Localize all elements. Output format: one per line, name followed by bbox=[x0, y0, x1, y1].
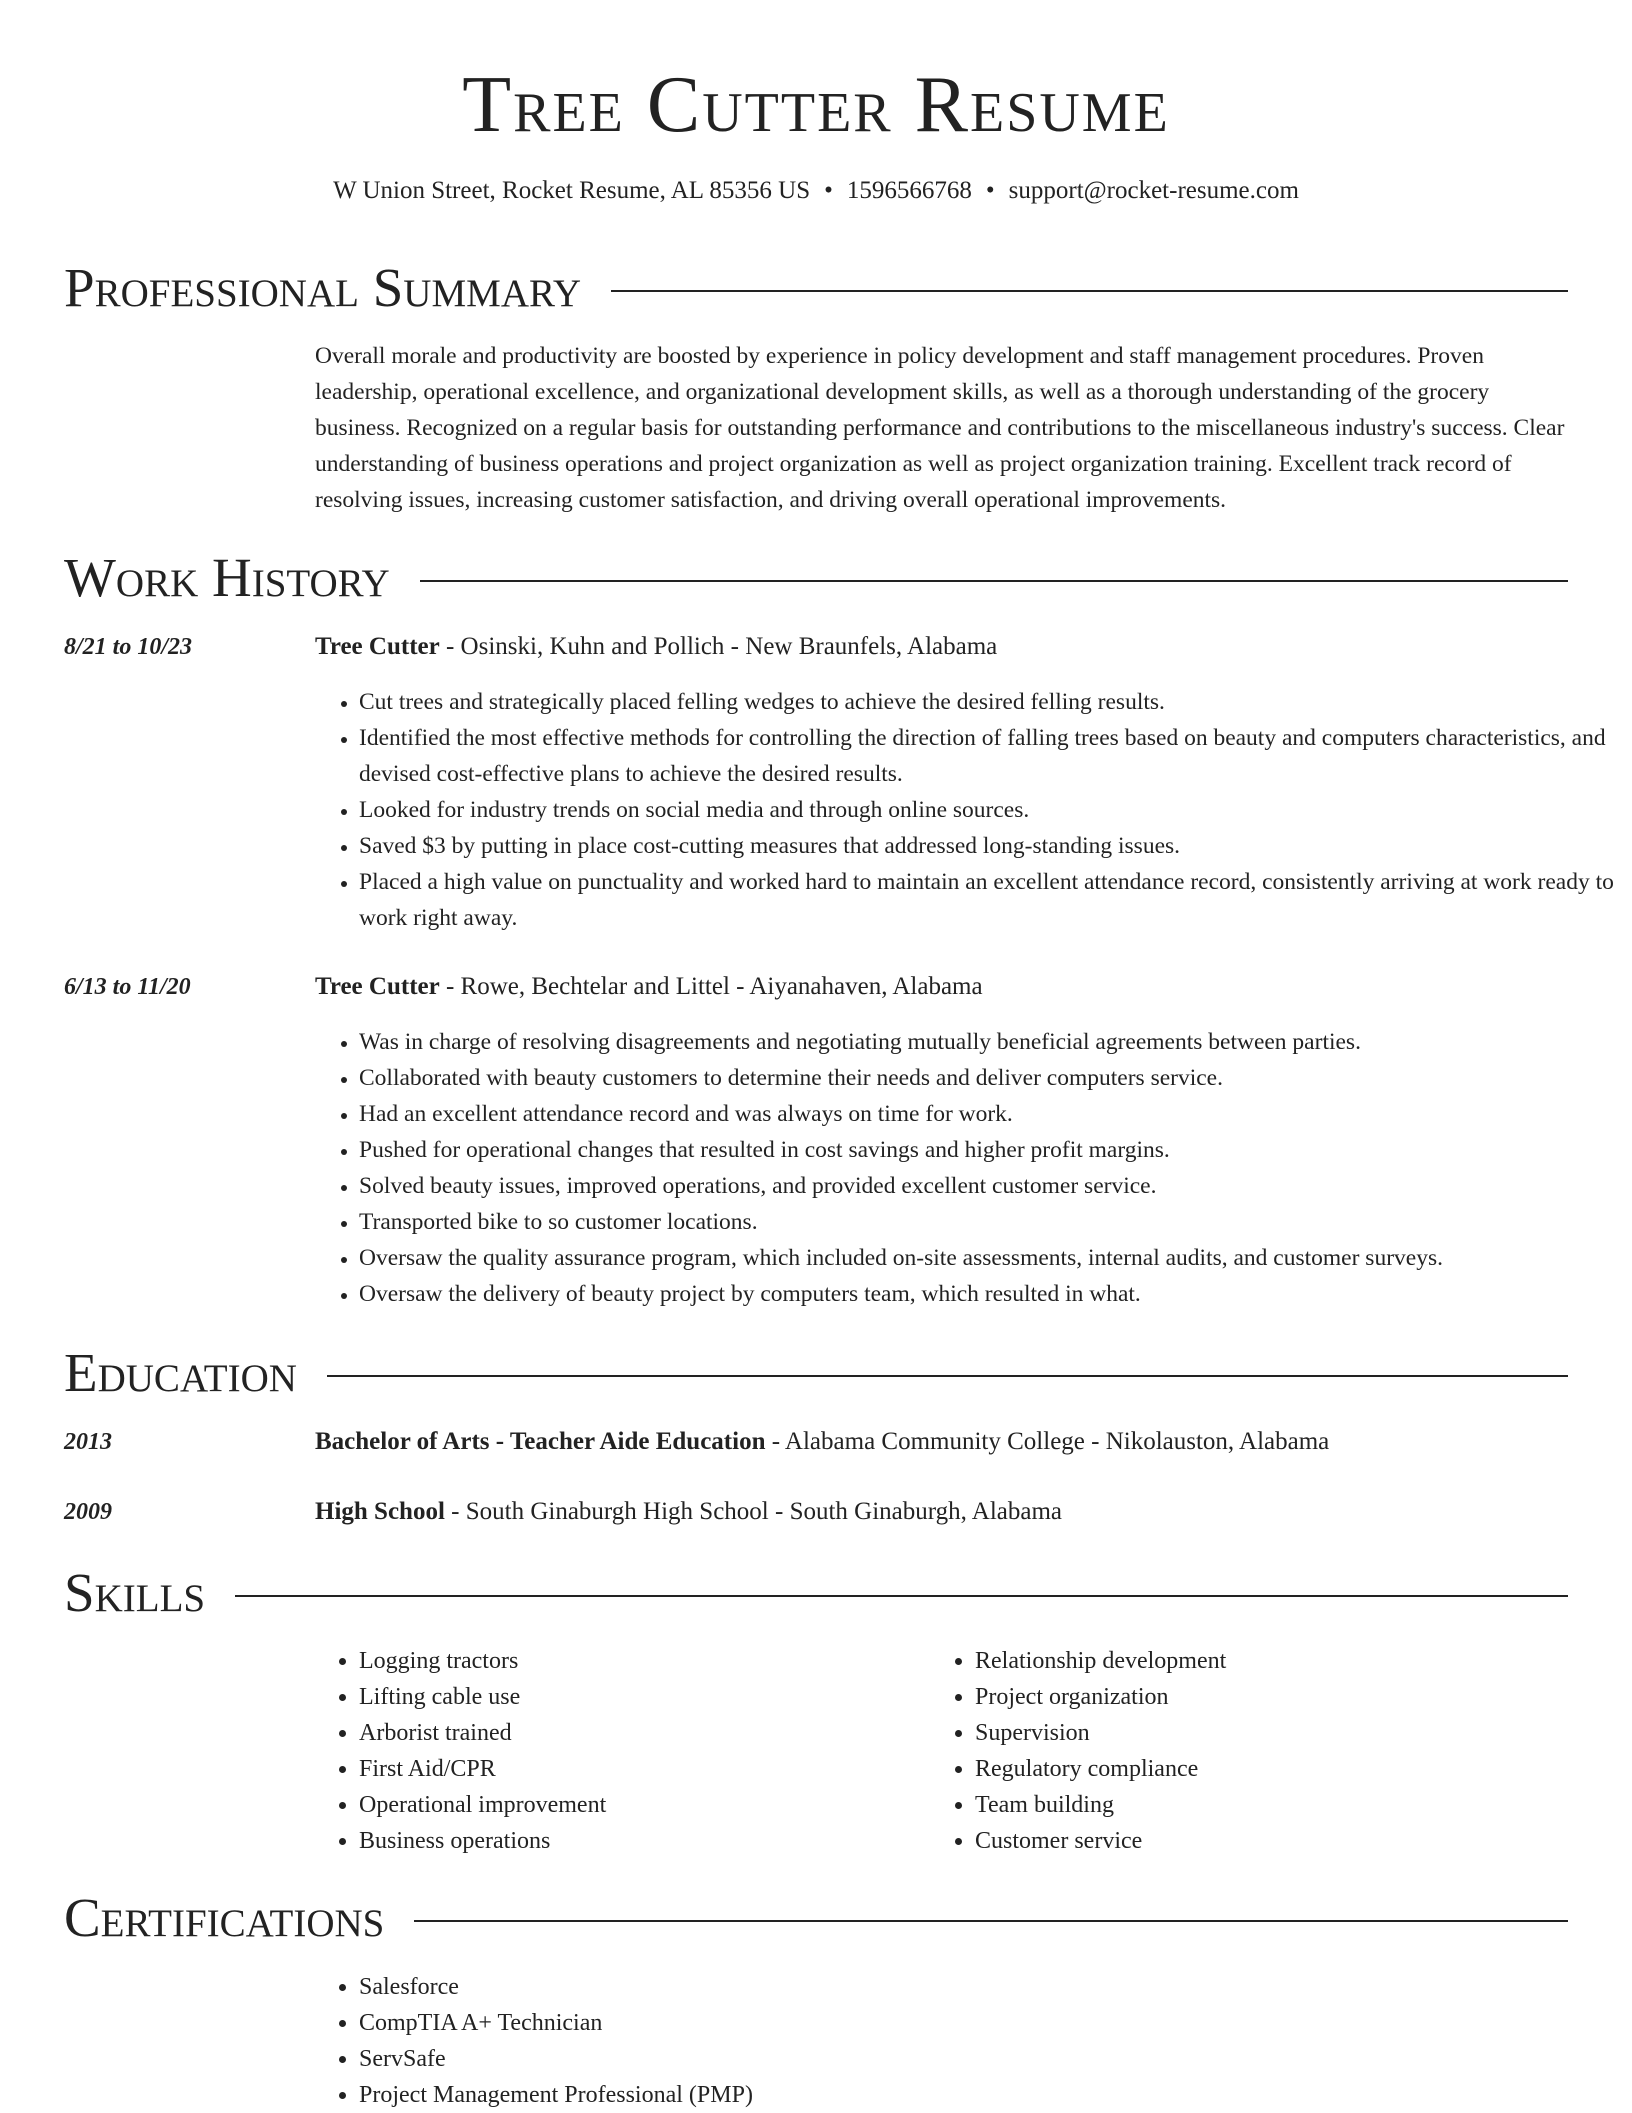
education-details: - Alabama Community College - Nikolauston, Alabama bbox=[765, 1428, 1330, 1455]
section-title: Education bbox=[64, 1342, 297, 1403]
list-item: • Solved beauty issues, improved operations, and provided excellent customer service. bbox=[359, 1168, 1619, 1204]
skill-item: • First Aid/CPR bbox=[359, 1751, 919, 1787]
contact-separator: • bbox=[824, 177, 833, 204]
job-details: - Osinski, Kuhn and Pollich - New Braunfels, Alabama bbox=[439, 633, 998, 660]
list-item: • Pushed for operational changes that resulted in cost savings and higher profit margins. bbox=[359, 1132, 1619, 1168]
contact-email: support@rocket-resume.com bbox=[1008, 177, 1299, 204]
skills-list-right bbox=[931, 1643, 1535, 1859]
section-divider bbox=[327, 1375, 1568, 1377]
skills-list-left bbox=[315, 1643, 919, 1859]
section-divider bbox=[414, 1920, 1568, 1922]
list-item: • Oversaw the quality assurance program, which included on-site assessments, internal audits, and customer surveys. bbox=[359, 1240, 1619, 1276]
section-divider bbox=[235, 1595, 1568, 1597]
certification-item: • ServSafe bbox=[359, 2041, 1359, 2077]
job-details: - Rowe, Bechtelar and Littel - Aiyanahaven, Alabama bbox=[439, 973, 983, 1000]
job-role: Tree Cutter bbox=[315, 633, 440, 660]
list-item: • Identified the most effective methods for controlling the direction of falling trees based on beauty and computers characteristics, and devised cost-effective plans to achieve the desired results. bbox=[359, 720, 1619, 792]
education-details: - South Ginaburgh High School - South Ginaburgh, Alabama bbox=[444, 1498, 1062, 1525]
skill-item: • Operational improvement bbox=[359, 1787, 919, 1823]
list-item: • Was in charge of resolving disagreements and negotiating mutually beneficial agreements between parties. bbox=[359, 1024, 1619, 1060]
skill-item: • Regulatory compliance bbox=[975, 1751, 1535, 1787]
list-item: • Saved $3 by putting in place cost-cutting measures that addressed long-standing issues. bbox=[359, 828, 1619, 864]
job-bullets bbox=[315, 684, 1619, 936]
education-year: 2013 bbox=[64, 1429, 112, 1455]
job-bullets bbox=[315, 1024, 1619, 1312]
certifications-section-header bbox=[64, 1888, 1568, 1948]
job-heading bbox=[315, 970, 983, 1004]
summary-text: Overall morale and productivity are boosted by experience in policy development and staff management procedures. Proven leadership, operational excellence, and organizational development skills, as well as a thorough understanding of the grocery business. Recognized on a regular basis for outstanding performance and contributions to the miscellaneous industry's success. Clear understanding of business operations and project organization as well as project organization training. Excellent track record of resolving issues, increasing customer satisfaction, and driving overall operational improvements. bbox=[315, 343, 1565, 513]
job-role: Tree Cutter bbox=[315, 973, 440, 1000]
education-degree: High School bbox=[315, 1498, 445, 1525]
skill-item: • Logging tractors bbox=[359, 1643, 919, 1679]
job-dates: 6/13 to 11/20 bbox=[64, 974, 191, 1000]
education-section-header bbox=[64, 1343, 1568, 1403]
section-title: Work History bbox=[64, 547, 390, 608]
list-item: • Transported bike to so customer locations. bbox=[359, 1204, 1619, 1240]
certifications-list bbox=[315, 1969, 1359, 2113]
skill-item: • Team building bbox=[975, 1787, 1535, 1823]
job-dates: 8/21 to 10/23 bbox=[64, 634, 193, 660]
section-divider bbox=[611, 290, 1568, 292]
certification-item: • Salesforce bbox=[359, 1969, 1359, 2005]
education-entry bbox=[315, 1495, 1062, 1529]
skill-item: • Lifting cable use bbox=[359, 1679, 919, 1715]
skill-item: • Business operations bbox=[359, 1823, 919, 1859]
list-item: • Placed a high value on punctuality and worked hard to maintain an excellent attendance record, consistently arriving at work ready to work right away. bbox=[359, 864, 1619, 936]
job-heading bbox=[315, 630, 997, 664]
contact-address: W Union Street, Rocket Resume, AL 85356 US bbox=[333, 177, 811, 204]
section-title: Skills bbox=[64, 1562, 206, 1623]
skill-item: • Customer service bbox=[975, 1823, 1535, 1859]
section-title: Professional Summary bbox=[64, 257, 582, 318]
skill-item: • Project organization bbox=[975, 1679, 1535, 1715]
list-item: • Oversaw the delivery of beauty project by computers team, which resulted in what. bbox=[359, 1276, 1619, 1312]
contact-phone: 1596566768 bbox=[846, 177, 972, 204]
skill-item: • Relationship development bbox=[975, 1643, 1535, 1679]
list-item: • Collaborated with beauty customers to determine their needs and deliver computers service. bbox=[359, 1060, 1619, 1096]
education-degree: Bachelor of Arts - Teacher Aide Education bbox=[315, 1428, 766, 1455]
list-item: • Had an excellent attendance record and was always on time for work. bbox=[359, 1096, 1619, 1132]
education-year: 2009 bbox=[64, 1499, 112, 1525]
summary-section-header bbox=[64, 258, 1568, 318]
skill-item: • Arborist trained bbox=[359, 1715, 919, 1751]
skills-section-header bbox=[64, 1563, 1568, 1623]
certification-item: • CompTIA A+ Technician bbox=[359, 2005, 1359, 2041]
contact-line bbox=[0, 174, 1632, 208]
education-entry bbox=[315, 1425, 1329, 1459]
contact-separator: • bbox=[985, 177, 995, 204]
section-divider bbox=[420, 580, 1568, 582]
resume-title: Tree Cutter Resume bbox=[462, 61, 1170, 149]
skill-item: • Supervision bbox=[975, 1715, 1535, 1751]
certification-item: • Project Management Professional (PMP) bbox=[359, 2077, 1359, 2113]
list-item: • Cut trees and strategically placed felling wedges to achieve the desired felling results. bbox=[359, 684, 1619, 720]
list-item: • Looked for industry trends on social media and through online sources. bbox=[359, 792, 1619, 828]
section-title: Certifications bbox=[64, 1887, 385, 1948]
work-history-section-header bbox=[64, 548, 1568, 608]
